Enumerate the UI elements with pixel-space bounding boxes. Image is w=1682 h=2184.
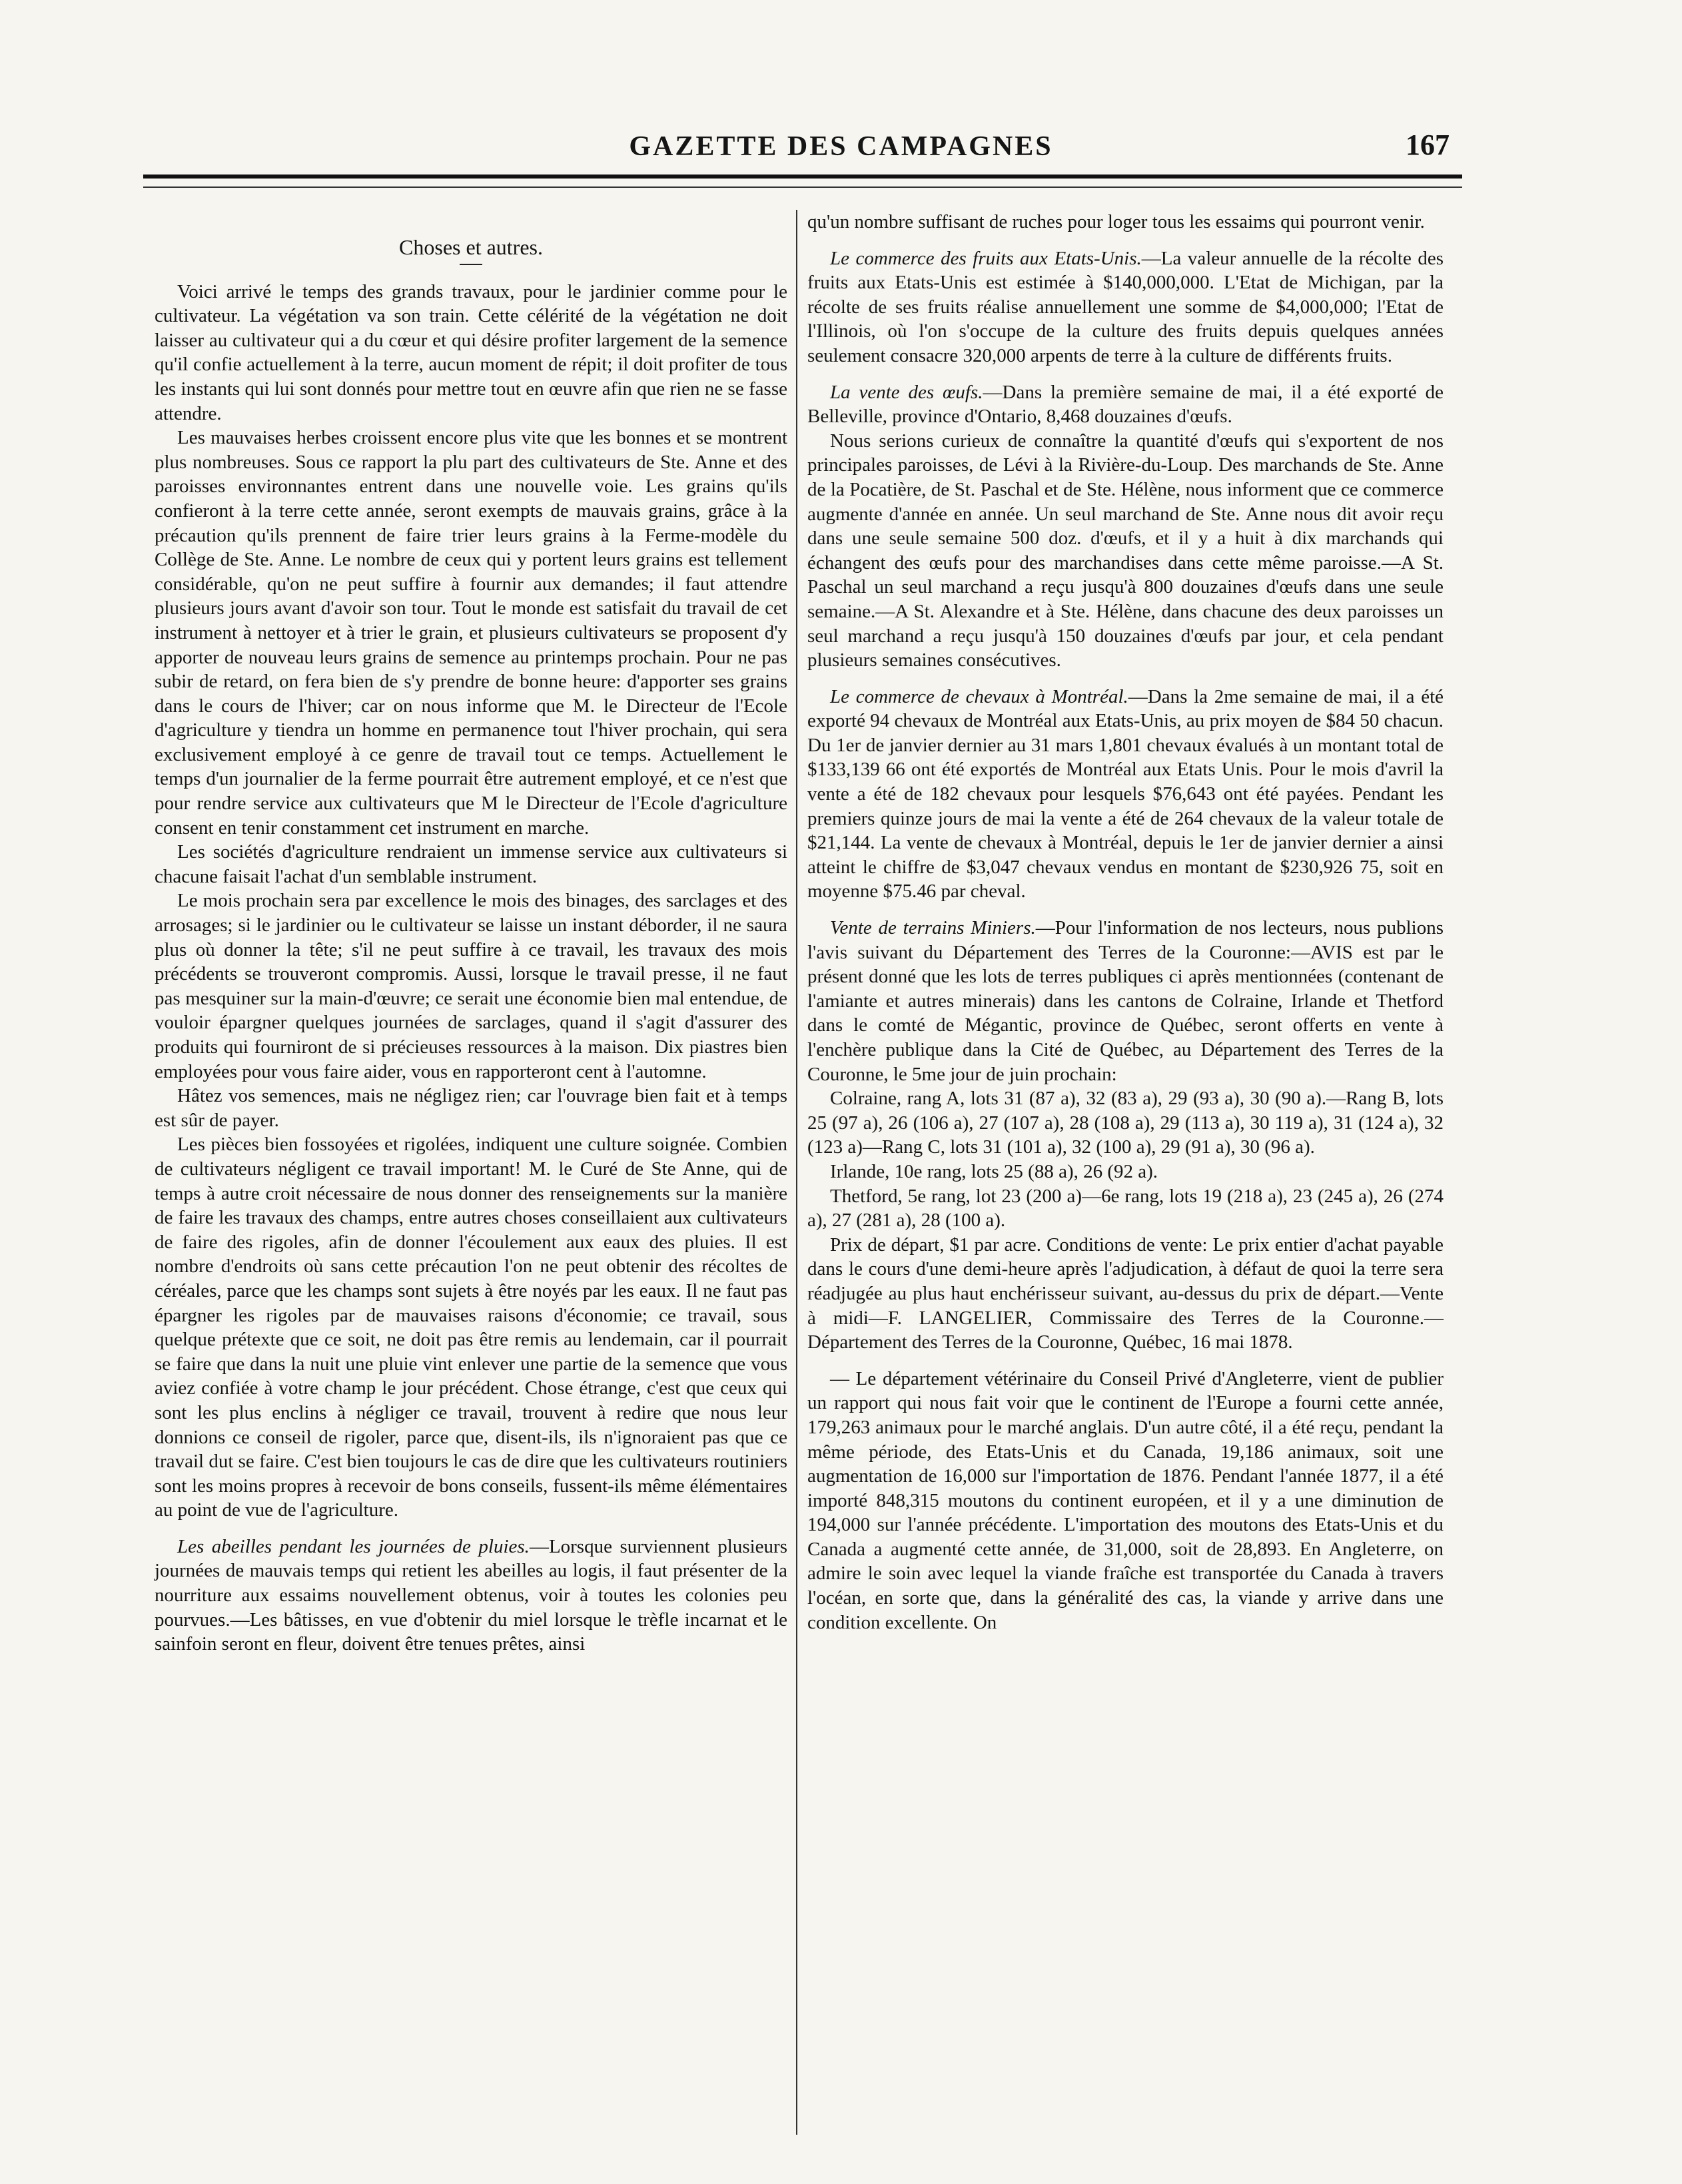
article-text: —Pour l'information de nos lecteurs, nous publions l'avis suivant du Département des Terres de la Couronne:—AVIS est par le présent donné que les lots de terres publiques ci après mentionnées (contenant de l'amiante et autres minerais) dans les cantons de Colraine, Irlande et Thetford dans le comté de Mégantic, province de Québec, seront offerts en vente à l'enchère publique dans la Cité de Québec, au Département des Terres de la Couronne, le 5me jour de juin prochain: (807, 917, 1444, 1085)
paragraph: Le mois prochain sera par excellence le mois des binages, des sarclages et des arrosages; si le jardinier ou le cultivateur se laisse un instant déborder, il ne saura plus où donner la tête; s'il ne peut suffire à ce travail, les travaux des mois précédents se trouveront compromis. Aussi, lorsque le travail presse, il ne faut pas mesquiner sur la main-d'œuvre; ce serait une économie bien mal entendue, de vouloir épargner quelques journées de sarclages, quand il s'agit d'assurer des produits qui fourniront de si précieuses ressources à la maison. Dix piastres bien employées pour vous faire aider, vous en rapporteront cent à l'automne. (155, 890, 787, 1082)
article-title: Le commerce de chevaux à Montréal. (830, 685, 1128, 707)
section-heading: Choses et autres. (399, 235, 543, 259)
paragraph: Irlande, 10e rang, lots 25 (88 a), 26 (92 a). (830, 1160, 1158, 1182)
article-title: Vente de terrains Miniers. (830, 917, 1036, 939)
paragraph: Thetford, 5e rang, lot 23 (200 a)—6e rang, lots 19 (218 a), 23 (245 a), 26 (274 a), 27 (281 a), 28 (100 a). (807, 1185, 1444, 1232)
paragraph (155, 1535, 787, 1656)
heading-dash (460, 264, 482, 265)
paragraph (807, 246, 1444, 368)
article-text: —Dans la première semaine de mai, il a été exporté de Belleville, province d'Ontario, 8,468 douzaines d'œufs. (807, 381, 1444, 428)
article-title: Le commerce des fruits aux Etats-Unis. (830, 247, 1142, 269)
page-number: 167 (1406, 129, 1450, 161)
header-rule-thick (143, 175, 1462, 179)
paragraph: qu'un nombre suffisant de ruches pour loger tous les essaims qui pourront venir. (807, 211, 1425, 232)
paragraph: Colraine, rang A, lots 31 (87 a), 32 (83 a), 29 (93 a), 30 (90 a).—Rang B, lots 25 (97 a), 26 (106 a), 27 (107 a), 28 (108 a), 29 (113 a), 30 119 a), 31 (124 a), 32 (123 a)—Rang C, lots 31 (101 a), 32 (100 a), 29 (91 a), 30 (96 a). (807, 1088, 1444, 1158)
paragraph: Les sociétés d'agriculture rendraient un immense service aux cultivateurs si chacune faisait l'achat d'un semblable instrument. (155, 841, 787, 887)
paragraph: Hâtez vos semences, mais ne négligez rien; car l'ouvrage bien fait et à temps est sûr de payer. (155, 1085, 787, 1131)
right-column (807, 210, 1444, 1635)
paragraph: Nous serions curieux de connaître la quantité d'œufs qui s'exportent de nos principales paroisses, de Lévi à la Rivière-du-Loup. Des marchands de Ste. Anne de la Pocatière, de St. Paschal et de Ste. Hélène, nous informent que ce commerce augmente d'année en année. Un seul marchand de Ste. Anne nous dit avoir reçu dans une seule semaine 500 doz. d'œufs, et il y a huit à dix marchands qui échangent des œufs pour des marchandises dans cette même paroisse.—A St. Paschal un seul marchand a reçu jusqu'à 800 douzaines d'œufs dans une seule semaine.—A St. Alexandre et à Ste. Hélène, dans chacune des deux paroisses un seul marchand a reçu jusqu'à 150 douzaines d'œufs par jour, et cela pendant plusieurs semaines consécutives. (807, 430, 1444, 671)
header-rule-thin (143, 186, 1462, 188)
newspaper-title: GAZETTE DES CAMPAGNES (629, 131, 1053, 162)
paragraph: Les mauvaises herbes croissent encore plus vite que les bonnes et se montrent plus nombreuses. Sous ce rapport la plu part des cultivateurs de Ste. Anne et des paroisses environnantes entrent dans une nouvelle voie. Les grains qu'ils confieront à la terre cette année, seront exempts de mauvais grains, grâce à la précaution qu'ils prennent de faire trier leurs grains à la Ferme-modèle du Collège de Ste. Anne. Le nombre de ceux qui y portent leurs grains est tellement considérable, qu'on ne peut suffire à fournir aux demandes; il faut attendre plusieurs jours avant d'avoir son tour. Tout le monde est satisfait du travail de cet instrument à nettoyer et à trier le grain, et plusieurs cultivateurs se proposent d'y apporter de nouveau leurs grains de semence au printemps prochain. Pour ne pas subir de retard, on fera bien de s'y prendre de bonne heure: d'apporter ses grains dans le cours de l'hiver; car on nous informe que M. le Directeur de l'Ecole d'agriculture y tiendra un homme en permanence tout l'hiver prochain, qui sera exclusivement employé à ce genre de travail tout ce temps. Actuellement le temps d'un journalier de la ferme pourrait être autrement employé, et ce n'est que pour rendre service aux cultivateurs que M le Directeur de l'Ecole d'agriculture consent en tenir constamment cet instrument en marche. (155, 427, 787, 839)
paragraph (807, 685, 1444, 904)
article-title: La vente des œufs. (830, 381, 983, 403)
paragraph: Les pièces bien fossoyées et rigolées, indiquent une culture soignée. Combien de cultivateurs négligent ce travail important! M. le Curé de Ste Anne, qui de temps à autre croit nécessaire de nous donner des renseignements sur la manière de faire les travaux des champs, entre autres choses conseillaient aux cultivateurs de faire des rigoles, afin de donner l'écoulement aux eaux des pluies. Il est nombre d'endroits où sans cette précaution l'on ne peut obtenir des récoltes de céréales, parce que les champs sont sujets à être noyés par les eaux. Il ne faut pas épargner les rigoles par de mauvaises raisons d'économie; ce travail, sous quelque prétexte que ce soit, ne doit pas être remis au lendemain, car il pourrait se faire que dans la nuit une pluie vint enlever une partie de la semence que vous aviez confiée à votre champ le jour précédent. Chose étrange, c'est que ceux qui sont les plus enclins à négliger ce travail, trouvent à redire que nous leur donnions ce conseil de rigoler, parce que, disent-ils, ils n'ignoraient pas que ce travail dut se faire. C'est bien toujours le cas de dire que les cultivateurs routiniers sont les moins propres à recevoir de bons conseils, fussent-ils même élémentaires au point de vue de l'agriculture. (155, 1134, 787, 1521)
column-divider (796, 210, 797, 2135)
paragraph (807, 380, 1444, 429)
article-text: —La valeur annuelle de la récolte des fruits aux Etats-Unis est estimée à $140,000,000. L'Etat de Michigan, par la récolte de ses fruits réalise annuellement une somme de $4,000,000; l'Etat de l'Illinois, où l'on s'occupe de la culture des fruits depuis quelques années seulement consacre 320,000 arpents de terre à la culture de différents fruits. (807, 247, 1444, 366)
paragraph: Voici arrivé le temps des grands travaux, pour le jardinier comme pour le cultivateur. La végétation va son train. Cette célérité de la végétation ne doit laisser au cultivateur qui a du cœur et qui désire profiter largement de la semence qu'il confie actuellement à la terre, aucun moment de répit; il doit profiter de tous les instants qui lui sont donnés pour mettre tout en œuvre afin que rien ne se fasse attendre. (155, 280, 787, 424)
article-text: —Lorsque surviennent plusieurs journées de mauvais temps qui retient les abeilles au logis, il faut présenter de la nourriture aux essaims nouvellement obtenus, voir à toutes les colonies peu pourvues.—Les bâtisses, en vue d'obtenir du miel lorsque le trèfle incarnat et le sainfoin seront en fleur, doivent être tenues prêtes, ainsi (155, 1535, 787, 1655)
article-title: Les abeilles pendant les journées de pluies. (177, 1535, 530, 1557)
article-text: —Dans la 2me semaine de mai, il a été exporté 94 chevaux de Montréal aux Etats-Unis, au prix moyen de $84 50 chacun. Du 1er de janvier dernier au 31 mars 1,801 chevaux évalués à un montant total de $133,139 66 ont été exportés de Montréal aux Etats Unis. Pour le mois d'avril la vente a été de 182 chevaux pour lesquels $76,643 ont été payées. Pendant les premiers quinze jours de mai la vente a été de 264 chevaux de la valeur totale de $21,144. La vente de chevaux à Montréal, depuis le 1er de janvier dernier a ainsi atteint le chiffre de $3,047 chevaux vendus en montant de $230,926 75, soit en moyenne $75.46 par cheval. (807, 685, 1444, 903)
paragraph: Prix de départ, $1 par acre. Conditions de vente: Le prix entier d'achat payable dans le cours d'une demi-heure après l'adjudication, à défaut de quoi la terre sera réadjugée au plus haut enchérisseur suivant, au-dessus du prix de départ.—Vente à midi—F. LANGELIER, Commissaire des Terres de la Couronne.—Département des Terres de la Couronne, Québec, 16 mai 1878. (807, 1234, 1444, 1353)
paragraph (807, 916, 1444, 1086)
paragraph: — Le département vétérinaire du Conseil Privé d'Angleterre, vient de publier un rapport qui nous fait voir que le continent de l'Europe a fourni cette année, 179,263 animaux pour le marché anglais. D'un autre côté, il a été reçu, pendant la même période, des Etats-Unis et du Canada, 19,186 animaux, soit une augmentation de 16,000 sur l'importation de 1876. Pendant l'année 1877, il a été importé 848,315 moutons du continent européen, et il y a une diminution de 194,000 sur l'année précédente. L'importation des moutons des Etats-Unis et du Canada a augmenté cette année, de 31,000, soit de 28,893. En Angleterre, on admire le soin avec lequel la viande fraîche est transportée du Canada à travers l'océan, en sorte que, dans la généralité des cas, la viande y arrive dans une condition excellente. On (807, 1367, 1444, 1633)
left-column (155, 210, 787, 1656)
